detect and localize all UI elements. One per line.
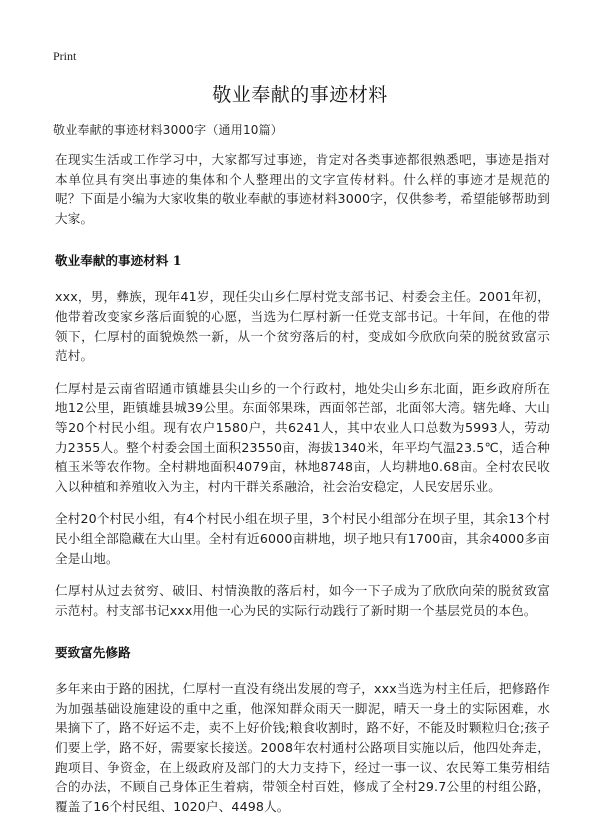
document-title: 敬业奉献的事迹材料 — [212, 84, 388, 106]
body-paragraph: xxx，男，彝族，现年41岁，现任尖山乡仁厚村党支部书记、村委会主任。2001年初，他带着改变家乡落后面貌的心愿，当选为仁厚村新一任党支部书记。十年间，在他的带领下，仁厚村的面貌焕然一新，从一个贫穷落后的村，变成如今欣欣向荣的脱贫致富示范村。 — [55, 289, 550, 364]
body-paragraph: 全村20个村民小组，有4个村民小组在坝子里，3个村民小组部分在坝子里，其余13个村民小组全部隐藏在大山里。全村有近6000亩耕地，坝子地只有1700亩，其余4000多亩全是山地。 — [55, 511, 551, 566]
intro-paragraph: 在现实生活或工作学习中，大家都写过事迹，肯定对各类事迹都很熟悉吧，事迹是指对本单位具有突出事迹的集体和个人整理出的文字宣传材料。什么样的事迹才是规范的呢？下面是小编为大家收集的敬业奉献的事迹材料3000字，仅供参考，希望能够帮助到大家。 — [55, 152, 550, 226]
body-paragraph: 仁厚村从过去贫穷、破旧、村情涣散的落后村，如今一下子成为了欣欣向荣的脱贫致富示范村。村支部书记xxx用他一心为民的实际行动践行了新时期一个基层党员的本色。 — [55, 583, 550, 618]
body-paragraph: 仁厚村是云南省昭通市镇雄县尖山乡的一个行政村，地处尖山乡东北面，距乡政府所在地12公里，距镇雄县城39公里。东面邻果珠，西面邻芒部，北面邻大湾。辖先峰、大山等20个村民小组。现有农户1580户，共6241人，其中农业人口总数为5993人，劳动力2355人。整个村委会国土面积23550亩，海拔1340米，年平均气温23.5℃，适合种植玉米等农作物。全村耕地面积4079亩，林地8748亩，人均耕地0.68亩。全村农民收入以种植和养殖收入为主，村内干群关系融洽，社会治安稳定，人民安居乐业。 — [55, 380, 550, 494]
print-link[interactable]: Print — [53, 49, 77, 63]
body-paragraph: 多年来由于路的困扰，仁厚村一直没有绕出发展的弯子，xxx当选为村主任后，把修路作为加强基础设施建设的重中之重，他深知群众雨天一脚泥，晴天一身土的实际困难，水果摘下了，路不好运不走，卖不上好价钱;粮食收割时，路不好，不能及时颗粒归仓;孩子们要上学，路不好，需要家长接送。2008年农村通村公路项目实施以后，他四处奔走，跑项目、争资金，在上级政府及部门的大力支持下，经过一事一议、农民筹工集劳相结合的办法，不顾自己身体正生着病，带领全村百姓，修成了全村29.7公里的村组公路，覆盖了16个村民组、1020户、4498人。 — [55, 681, 550, 814]
document-body — [55, 150, 550, 829]
section-heading: 要致富先修路 — [55, 645, 131, 661]
section-heading: 敬业奉献的事迹材料 1 — [55, 253, 182, 269]
document-subtitle: 敬业奉献的事迹材料3000字（通用10篇） — [53, 123, 284, 137]
